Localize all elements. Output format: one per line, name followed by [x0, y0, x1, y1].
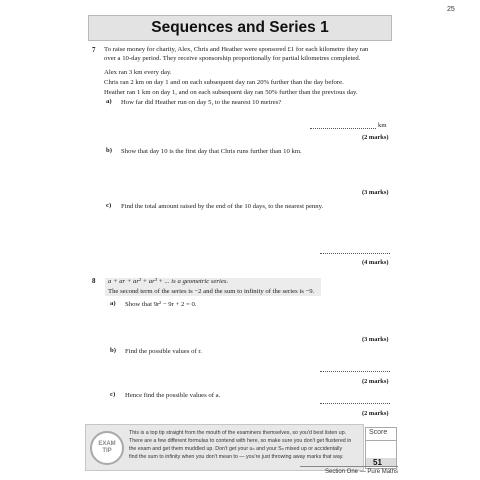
q7b-text: Show that day 10 is the first day that Chris runs further than 10 km. [121, 148, 302, 155]
exam-tip-text [129, 429, 359, 461]
q8c-marks: (2 marks) [362, 410, 389, 417]
exam-tip-line-3: the exam and get them muddled up. Don't get your uₙ and your Sₙ mixed up or accidentally [129, 446, 343, 452]
q8c-answer-line[interactable] [320, 403, 390, 404]
exam-tip-badge-icon [90, 431, 124, 465]
footer-rule [300, 466, 398, 467]
q7a-unit: km [378, 122, 387, 129]
q7a-label: a) [106, 98, 112, 105]
q7a-text: How far did Heather run on day 5, to the nearest 10 metres? [121, 99, 282, 106]
q8b-marks: (2 marks) [362, 378, 389, 385]
q8b-text: Find the possible values of r. [125, 348, 202, 355]
q7-info-line-1: Alex ran 3 km every day. [104, 69, 172, 76]
footer-section-label: Section One — Pure Maths [325, 469, 399, 475]
q8b-label: b) [110, 347, 116, 354]
q8a-label: a) [110, 300, 116, 307]
exam-tip-line-1: This is a top tip straight from the mouth of the examiners themselves, so you'd best listen up. [129, 430, 347, 436]
q7c-marks: (4 marks) [362, 259, 389, 266]
q7-info-line-2: Chris ran 2 km on day 1 and on each subsequent day ran 20% further than the day before. [104, 79, 344, 86]
q7a-marks: (2 marks) [362, 134, 389, 141]
exam-tip-line-4: find the sum to infinity when you don't mean to — you're just throwing away marks that way. [129, 454, 344, 460]
page-number: 25 [447, 6, 455, 13]
title-banner [88, 15, 392, 41]
q7-info-line-3: Heather ran 1 km on day 1, and on each subsequent day ran 50% further than the previous day. [104, 89, 358, 96]
question-8-number: 8 [92, 277, 96, 285]
q7b-label: b) [106, 147, 112, 154]
score-divider [365, 440, 396, 441]
question-7-number: 7 [92, 46, 96, 54]
q8c-label: c) [110, 391, 116, 398]
q7c-answer-line[interactable] [320, 253, 390, 254]
q8-line-1: a + ar + ar² + ar³ + ... is a geometric series. [108, 278, 229, 285]
q7-intro-line-2: over a 10-day period. They receive sponsorship proportionally for partial kilometres completed. [104, 55, 361, 62]
score-value: 51 [373, 458, 382, 467]
q8a-text: Show that 9r² − 9r + 2 = 0. [125, 301, 197, 308]
page-title: Sequences and Series 1 [151, 19, 329, 36]
q7-intro-line-1: To raise money for charity, Alex, Chris and Heather were sponsored £1 for each kilometre they ran [104, 46, 369, 53]
q8b-answer-line[interactable] [320, 371, 390, 372]
exam-tip-line-2: There are a few different formulas to contend with here, so make sure you don't get flustered in [129, 438, 352, 444]
q7b-marks: (3 marks) [362, 189, 389, 196]
q8-line-2: The second term of the series is −2 and the sum to infinity of the series is −9. [108, 288, 315, 295]
q8c-text: Hence find the possible values of a. [125, 392, 221, 399]
score-label: Score [369, 429, 388, 436]
q7a-answer-line[interactable] [310, 128, 376, 129]
q8a-marks: (3 marks) [362, 336, 389, 343]
q7c-text: Find the total amount raised by the end of the 10 days, to the nearest penny. [121, 203, 324, 210]
exam-tip-badge-line-1: EXAM [98, 441, 116, 447]
q7c-label: c) [106, 202, 112, 209]
exam-tip-badge-line-2: TIP [102, 448, 112, 454]
